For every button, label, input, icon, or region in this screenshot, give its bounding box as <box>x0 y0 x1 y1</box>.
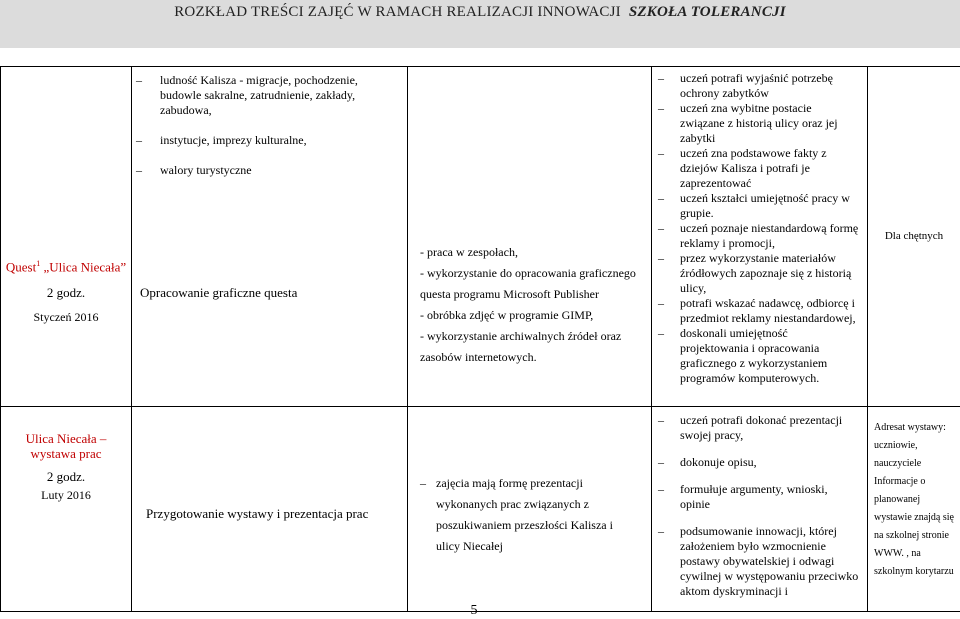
topic-cell <box>1 407 132 612</box>
content-cell <box>132 407 408 612</box>
methods-cell <box>408 407 652 612</box>
list-item: – uczeń zna wybitne postacie związane z historią ulicy oraz jej zabytki <box>654 101 859 146</box>
participants-text: Dla chętnych <box>868 229 960 244</box>
page-header <box>0 0 960 48</box>
list-item: – formułuje argumenty, wnioski, opinie <box>654 482 859 512</box>
participants-cell <box>868 67 960 407</box>
header-title: ROZKŁAD TREŚCI ZAJĘĆ W RAMACH REALIZACJI INNOWACJI <box>174 4 621 20</box>
outcomes-list <box>654 71 859 386</box>
header-title-line <box>0 4 960 21</box>
participants-cell <box>868 407 960 612</box>
methods-line: - obróbka zdjęć w programie GIMP, <box>420 305 641 326</box>
topic-hours: 2 godz. <box>1 285 131 300</box>
topic-date: Luty 2016 <box>5 488 127 503</box>
topic-date: Styczeń 2016 <box>1 310 131 325</box>
header-subtitle: SZKOŁA TOLERANCJI <box>629 4 786 20</box>
content-list <box>132 73 401 178</box>
list-item: – zajęcia mają formę prezentacji wykonanych prac związanych z poszukiwaniem przeszłości Kalisza i ulicy Niecałej <box>416 473 633 557</box>
methods-line: - wykorzystanie do opracowania graficznego questa programu Microsoft Publisher <box>420 263 641 305</box>
table-row <box>1 67 960 407</box>
topic-title: Ulica Niecała – wystawa prac <box>5 431 127 461</box>
table-row <box>1 407 960 612</box>
content-cell <box>132 67 408 407</box>
list-item: – uczeń potrafi wyjaśnić potrzebę ochrony zabytków <box>654 71 859 101</box>
methods-line: - praca w zespołach, <box>420 242 641 263</box>
list-item: – uczeń zna podstawowe fakty z dziejów Kalisza i potrafi je zaprezentować <box>654 146 859 191</box>
list-item: – potrafi wskazać nadawcę, odbiorcę i przedmiot reklamy niestandardowej, <box>654 296 859 326</box>
page-number: 5 <box>0 603 948 619</box>
list-item: – uczeń kształci umiejętność pracy w grupie. <box>654 191 859 221</box>
methods-line: - wykorzystanie archiwalnych źródeł oraz zasobów internetowych. <box>420 326 641 368</box>
list-item: – ludność Kalisza - migracje, pochodzenie, budowle sakralne, zatrudnienie, zakłady, zabudowa, <box>132 73 401 118</box>
topic-cell <box>1 67 132 407</box>
list-item: – uczeń poznaje niestandardową formę reklamy i promocji, <box>654 221 859 251</box>
footnote-mark: 1 <box>36 259 40 268</box>
list-item: – doskonali umiejętność projektowania i opracowania graficznego z wykorzystaniem programów komputerowych. <box>654 326 859 386</box>
activity-title: Opracowanie graficzne questa <box>132 285 401 300</box>
list-item: – dokonuje opisu, <box>654 455 859 470</box>
outcomes-cell <box>652 67 868 407</box>
list-item: – przez wykorzystanie materiałów źródłowych zapoznaje się z historią ulicy, <box>654 251 859 296</box>
list-item: – uczeń potrafi dokonać prezentacji swojej pracy, <box>654 413 859 443</box>
topic-hours: 2 godz. <box>5 469 127 484</box>
outcomes-cell <box>652 407 868 612</box>
schedule-table <box>0 66 960 612</box>
list-item: – walory turystyczne <box>132 163 401 178</box>
activity-title: Przygotowanie wystawy i prezentacja prac <box>132 506 407 521</box>
methods-cell <box>408 67 652 407</box>
outcomes-list <box>654 413 859 599</box>
topic-name: „Ulica Niecała” <box>43 260 126 275</box>
methods-list <box>416 473 633 557</box>
list-item: – instytucje, imprezy kulturalne, <box>132 133 401 148</box>
exhibition-info: Adresat wystawy: uczniowie, nauczyciele Informacje o planowanej wystawie znajdą się na szkolnej stronie WWW. , na szkolnym korytarzu <box>868 407 960 581</box>
topic-title: Quest$^1$ „Ulica Niecała” <box>1 256 131 274</box>
list-item: – podsumowanie innowacji, której założeniem było wzmocnienie postawy obywatelskiej i odwagi cywilnej w występowaniu przeciwko aktom dyskryminacji i <box>654 524 859 599</box>
